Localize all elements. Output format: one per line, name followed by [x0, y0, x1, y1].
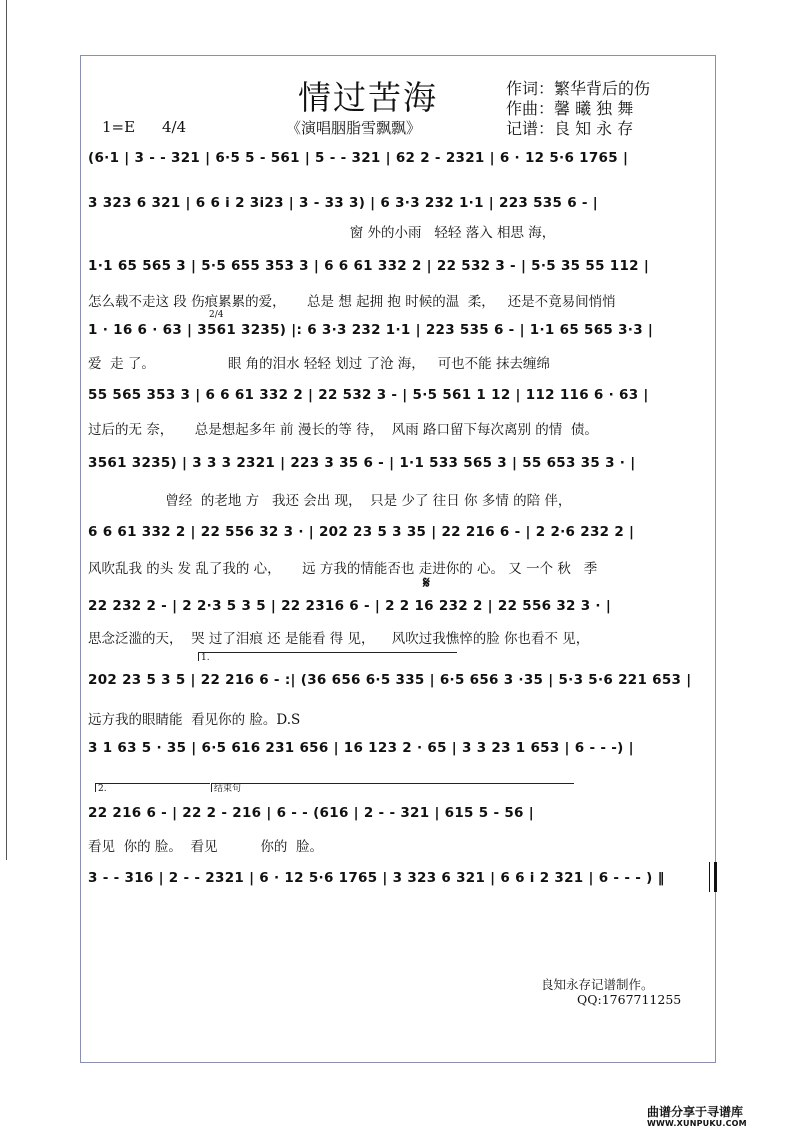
- time-signature: 4/4: [162, 118, 187, 136]
- notation-line: 3 1 63 5 · 35 | 6·5 616 231 656 | 16 123 2 · 65 | 3 3 23 1 653 | 6 - - -) |: [88, 740, 634, 756]
- lyrics-line: 过后的无 奈， 总是想起多年 前 漫长的等 待， 风雨 路口留下每次离别 的情 债。: [88, 422, 598, 438]
- watermark: [647, 1106, 747, 1130]
- time-change-label: 2/4: [209, 310, 224, 320]
- notation-line: 6 6 61 332 2 | 22 556 32 3 · | 202 23 5 3 35 | 22 216 6 - | 2 2·6 232 2 |: [88, 524, 635, 540]
- final-barline-thin: [709, 862, 710, 892]
- lyrics-line: 思念泛滥的天， 哭 过了泪痕 还 是能看 得 见， 风吹过我憔悴的脸 你也看不 见，: [88, 631, 590, 647]
- watermark-url: WWW.XUNPUKU.COM: [647, 1119, 747, 1128]
- coda-bracket: 结束句: [211, 783, 574, 792]
- qq-number: QQ:1767711255: [577, 992, 682, 1007]
- first-ending-bracket: 1.: [198, 652, 457, 661]
- song-subtitle: 《演唱胭脂雪飘飘》: [286, 119, 422, 137]
- notation-line: 1·1 65 565 3 | 5·5 655 353 3 | 6 6 61 332 2 | 22 532 3 - | 5·5 35 55 112 |: [88, 258, 650, 274]
- credits: [506, 79, 650, 139]
- segno-sign: 𝄋: [423, 573, 430, 592]
- transcriber: 记谱：良 知 永 存: [506, 119, 634, 138]
- notation-line: 55 565 353 3 | 6 6 61 332 2 | 22 532 3 - | 5·5 561 1 12 | 112 116 6 · 63 |: [88, 387, 649, 403]
- lyrics-line: 爱 走 了。 眼 角的泪水 轻轻 划过 了沧 海， 可也不能 抹去缠绵: [88, 356, 550, 372]
- notation-line: 22 216 6 - | 22 2 - 216 | 6 - - (616 | 2 - - 321 | 615 5 - 56 |: [88, 805, 534, 821]
- lyrics-line: 窗 外的小雨 轻轻 落入 相思 海，: [88, 225, 556, 241]
- lyrics-line: 远方我的眼睛能 看见你的 脸。D.S: [88, 712, 301, 728]
- notation-line: 3561 3235) | 3 3 3 2321 | 223 3 35 6 - | 1·1 533 565 3 | 55 653 35 3 · |: [88, 455, 636, 471]
- second-ending-bracket: 2.: [95, 783, 210, 792]
- lyrics-line: 风吹乱我 的头 发 乱了我的 心， 远 方我的情能否也 走进你的 心。 又 一个 秋 季: [88, 561, 598, 577]
- final-barline-thick: [714, 862, 717, 892]
- lyrics-line: 曾经 的老地 方 我还 会出 现， 只是 少了 往日 你 多情 的陪 伴，: [88, 493, 572, 509]
- notation-line: (6·1 | 3 - - 321 | 6·5 5 - 561 | 5 - - 321 | 62 2 - 2321 | 6 · 12 5·6 1765 |: [88, 150, 629, 166]
- song-title: 情过苦海: [298, 78, 438, 117]
- lyrics-line: 看见 你的 脸。 看见 你的 脸。: [88, 839, 323, 855]
- footer-credit: [541, 977, 681, 1007]
- lyricist: 作词：繁华背后的伤: [506, 79, 651, 98]
- notation-line: 202 23 5 3 5 | 22 216 6 - :| (36 656 6·5 335 | 6·5 656 3 ·35 | 5·3 5·6 221 653 |: [88, 672, 692, 688]
- notation-line: 3 - - 316 | 2 - - 2321 | 6 · 12 5·6 1765 | 3 323 6 321 | 6 6 i 2 321 | 6 - - - ) ‖: [88, 870, 665, 886]
- composer: 作曲：馨 曦 独 舞: [506, 99, 634, 118]
- notation-line: 1 · 16 6 · 63 | 3561 3235) |: 6 3·3 232 1·1 | 223 535 6 - | 1·1 65 565 3·3 |: [88, 322, 654, 338]
- watermark-text: 曲谱分享于寻谱库: [647, 1105, 744, 1119]
- left-margin-line: [6, 0, 7, 860]
- notation-line: 3 323 6 321 | 6 6 i 2 3i23 | 3 - 33 3) | 6 3·3 232 1·1 | 223 535 6 - |: [88, 195, 599, 211]
- key-signature: 1=E: [102, 118, 136, 136]
- notation-line: 22 232 2 - | 2 2·3 5 3 5 | 22 2316 6 - | 2 2 16 232 2 | 22 556 32 3 · |: [88, 598, 612, 614]
- made-by: 良知永存记谱制作。: [541, 977, 654, 992]
- lyrics-line: 怎么载不走这 段 伤痕累累的爱， 总是 想 起拥 抱 时候的温 柔， 还是不竟易间悄悄: [88, 294, 616, 310]
